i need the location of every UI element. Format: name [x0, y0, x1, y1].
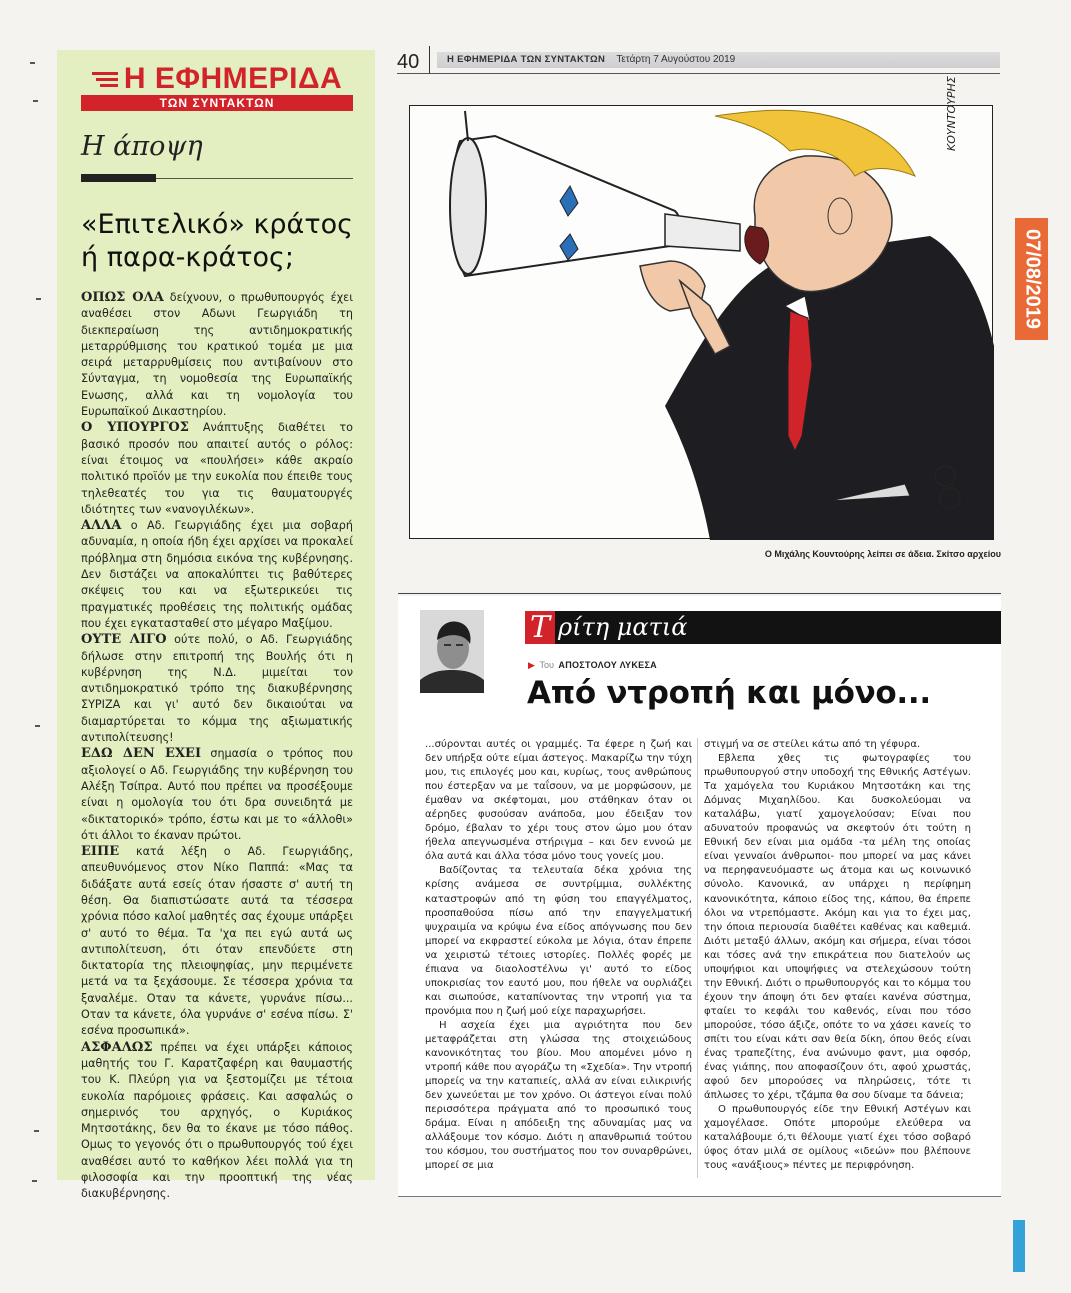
feature-top-rule: [398, 593, 1001, 594]
cartoon-drawing: [410, 76, 994, 540]
section-title: Η άποψη: [81, 131, 203, 162]
byline-arrow-icon: ▶: [528, 660, 535, 670]
page-number: 40: [397, 51, 420, 73]
column-name: ρίτη ματιά: [558, 613, 688, 641]
cartoon-caption: Ο Μιχάλης Κουντούρης λείπει σε άδεια. Σκίτσο αρχείου: [764, 549, 1001, 559]
column-name-bar: [525, 611, 1001, 644]
opinion-paragraph: [81, 518, 353, 632]
byline: [528, 660, 657, 671]
paragraph-lead: Ο ΥΠΟΥΡΓΟΣ: [81, 420, 189, 436]
cartoon: [409, 76, 993, 539]
paragraph-text: σημασία ο τρόπος που αξιολογεί ο Αδ. Γεωργιάδης την κυβέρνηση του Αλέξη Τσίπρα. Αυτό που πρέπει να προσέξουμε είναι η ομολογία του ότι δρα συνειδητά με «δικτατορικό» τρόπο, έστω και με το «άλλοθι» ότι άλλοι το έκαναν πρώτοι.: [81, 747, 353, 842]
opinion-title: «Επιτελικό» κράτος ή παρα-κράτος;: [81, 209, 353, 273]
feature-text-column-1: [425, 738, 692, 1173]
opinion-paragraph: [81, 290, 353, 420]
logo-stripes-icon: [92, 69, 118, 90]
opinion-paragraph: [81, 1040, 353, 1203]
opinion-column: [57, 50, 375, 1201]
opinion-paragraph: [81, 632, 353, 746]
date-tab: [1015, 218, 1048, 340]
header-rule: [397, 73, 1000, 74]
paragraph-lead: ΕΔΩ ΔΕΝ ΕΧΕΙ: [81, 746, 202, 762]
header-date: Τετάρτη 7 Αυγούστου 2019: [616, 54, 736, 65]
running-header: [437, 52, 1000, 68]
opinion-paragraph: [81, 746, 353, 844]
masthead-logo: [81, 64, 353, 94]
feature-title: Από ντροπή και μόνο...: [527, 675, 931, 711]
opinion-paragraph: [81, 844, 353, 1040]
paragraph-lead: ΑΛΛΑ: [81, 518, 122, 534]
feature-bottom-rule: [398, 1196, 1001, 1197]
paragraph-lead: ΟΥΤΕ ΛΙΓΟ: [81, 632, 167, 648]
section-rule: [81, 174, 353, 182]
opinion-paragraph: [81, 420, 353, 518]
feature-paragraph: στιγμή να σε στείλει κάτω από τη γέφυρα.: [704, 739, 921, 750]
opinion-body: [81, 290, 353, 1203]
header-paper-name: Η ΕΦΗΜΕΡΙΔΑ ΤΩΝ ΣΥΝΤΑΚΤΩΝ: [447, 54, 606, 65]
paragraph-text: ο Αδ. Γεωργιάδης έχει μια σοβαρή αδυναμία, η οποία ήδη έχει αρχίσει να προκαλεί πρόβλημα στη δημόσια εικόνα της κυβέρνησης. Δεν διστάζει να αποκαλύπτει τις βαθύτερες σκέψεις του και να εξωτερικεύει τις πραγματικές προθέσεις της πολιτικής ομάδας που έχει εγκατασταθεί στο μέγαρο Μαξίμου.: [81, 519, 353, 630]
byline-prefix: Του: [539, 660, 554, 670]
feature-paragraph: Εβλεπα χθες τις φωτογραφίες του πρωθυπουργού στην υποδοχή της Εθνικής Αστέγων. Τα χαμόγελα του Κυριάκου Μητσοτάκη και της Δόμνας Μιχαηλίδου. Και δυσκολεύομαι να καταλάβω, γιατί χαμογελούσαν; Είναι που αδυνατούν προφανώς να σκεφτούν ότι τούτη η Εθνική δεν είναι μια ομάδα -τα μέλη της οποίας είναι γενναίοι άνθρωποι- που μπορεί να μας κάνει να περηφανευόμαστε ως άτομα και ως κοινωνικό σύνολο. Κανονικά, αν υπάρχει η περίφημη κανονικότητα, κάποιο είδος της, κάπου, θα έπρεπε όλοι να ντρεπόμαστε. Ακόμη και για το έχει μας, την όποια περιουσία διαθέτει καθένας και καθεμιά. Διότι μεταξύ άλλων, ακόμη και σήμερα, είναι τόσοι και τόσες ανά την επικράτεια που διατελούν ως υποψήφιοι και υποψήφιες να στελεχώσουν τούτη την Εθνική. Διότι ο πρωθυπουργός και το κόμμα του έχουν την άποψη ότι δεν φταίει κανένα σύστημα, φταίει το κεφάλι του καθενός, είναι που τόσο μπορούσε, τόσο άξιζε, οπότε το να χάσει κανείς το σπίτι του είναι κάτι σαν θεία δίκη, όπου θεός είναι ένας τραπεζίτης, ένα ανώνυμο φαντ, μια οφσόρ, ένας γιάπης, που αποφασίζουν ότι, αφού χρωστάς, αφού δεν μπορούσες να πληρώσεις, τότε τι άπλωσες το χέρι, τζάμπα θα σου δίναμε τα δάνεια;: [704, 753, 971, 1102]
paragraph-lead: ΕΙΠΕ: [81, 844, 120, 860]
column-name-initial: Τ: [525, 611, 555, 644]
author-photo: [420, 610, 484, 693]
date-tab-label: 07/08/2019: [1021, 228, 1043, 330]
feature-text-column-2: [704, 738, 971, 1173]
paragraph-text: Ανάπτυξης διαθέτει το βασικό προσόν που απαιτεί αυτός ο ρόλος: είναι έτοιμος να «πουλήσει» κάθε ακραίο πολιτικό προϊόν με την ευκολία που έπειθε τους τηλεθεατές του για τις θαυματουργές ιδιότητες των «νανογιλέκων».: [81, 421, 353, 516]
feature-paragraph: Βαδίζοντας τα τελευταία δέκα χρόνια της κρίσης ανάμεσα σε συντρίμμια, συλλέκτης καταστροφών από τη φύση του επαγγέλματος, προσπαθούσα πίσω από την επαγγελματική ψυχραιμία να κρύψω ένα είδος απόγνωσης που δεν μπορεί να εκφραστεί εύκολα με λόγια, όταν έπρεπε να χειριστώ τέτοιες ιστορίες. Πολλές φορές με έπιανα να διαολοστέλνω γι' αυτό το είδος υποκρισίας τον εαυτό μου, που ήθελε να ουρλιάζει και σιωπούσε, καταπίνοντας την ντροπή για τα προνόμια που η ζωή μού είχε παραχωρήσει.: [425, 865, 692, 1017]
edge-marker: [1013, 1220, 1025, 1272]
paragraph-text: πρέπει να έχει υπάρξει κάποιος μαθητής του Γ. Καρατζαφέρη και θαυμαστής του Κ. Πλεύρη για να ξεστομίζει με τέτοια ευκολία παρόμοιες φράσεις. Και ασφαλώς ο σημερινός του αρχηγός, ο Κυριάκος Μητσοτάκης, δεν θα το έκανε με τόσο πάθος. Ομως το γεγονός ότι ο πρωθυπουργός τού έχει αναθέσει αυτό το καθήκον λέει πολλά για τη φιλοσοφία και την προοπτική της νέας διακυβέρνησης.: [81, 1040, 353, 1201]
logo-subtitle: ΤΩΝ ΣΥΝΤΑΚΤΩΝ: [81, 95, 353, 111]
byline-author: ΑΠΟΣΤΟΛΟΥ ΛΥΚΕΣΑ: [558, 660, 657, 670]
header-divider: [429, 46, 430, 74]
column-divider: [697, 738, 698, 1178]
paragraph-text: ούτε πολύ, ο Αδ. Γεωργιάδης δήλωσε στην επιτροπή της Βουλής ότι η κυβέρνηση της Ν.Δ. μιμείται τον αντιδημοκρατικό τρόπο της διακυβέρνησης ΣΥΡΙΖΑ και γι' αυτό δεν δικαιούται να διαμαρτύρεται το κόμμα της αξιωματικής αντιπολίτευσης!: [81, 633, 354, 745]
cartoon-signature: ΚΟΥΝΤΟΥΡΗΣ: [945, 76, 958, 151]
logo-text: Η ΕΦΗΜΕΡΙΔΑ: [123, 62, 343, 95]
paragraph-lead: ΑΣΦΑΛΩΣ: [81, 1039, 153, 1055]
paragraph-text: κατά λέξη ο Αδ. Γεωργιάδης, απευθυνόμενος στον Νίκο Παππά: «Μας τα διδάξατε αυτά εσείς όταν ήσαστε σ' αυτή τη θέση. Θα διαπιστώσατε αυτά τα τέσσερα χρόνια πόσο καλοί μαθητές σας έχουμε υπάρξει σ' αυτό το θέμα. Τα 'χα πει εγώ αυτά ως αντιπολίτευση, ότι όταν επενδύετε στη δικτατορία της πλειοψηφίας, μην περιμένετε μετά να τα ξεχάσουμε. Σε τέσσερα χρόνια τα ξαναλέμε. Οταν τα κάνετε, γυρνάνε πίσω... Οταν τα κάνετε, όλα γυρνάνε σ' εσένα πίσω. Σ' εσένα προσωπικά».: [81, 845, 353, 1038]
feature-paragraph: ...σύρονται αυτές οι γραμμές. Τα έφερε η ζωή και δεν υπήρξα ούτε είμαι άστεγος. Μακαρίζω την τύχη μου, τις επιλογές μου και, κυρίως, τους ανθρώπους που έστερξαν να με ταΐσουν, να με μορφώσουν, με έμαθαν να σκέφτομαι, μου στάθηκαν όταν οι αέρηδες φυσούσαν ανάποδα, μου έδειξαν τον δρόμο, έβαλαν το χέρι τους στον ώμο μου όταν ήθελα απεγνωσμένα στήριγμα – και δεν εννοώ με όλα αυτά και άλλα τόσα μόνο τους γονείς μου.: [425, 739, 692, 863]
paragraph-lead: ΟΠΩΣ ΟΛΑ: [81, 290, 164, 305]
feature-paragraph: Η ασχεία έχει μια αγριότητα που δεν μεταφράζεται στη γλώσσα της στοιχειώδους κανονικότητας του βίου. Μου απομένει μόνο η ντροπή κάθε που αγοράζω τη «Σχεδία». Την ντροπή μπορείς να την καταπιείς, αλλά αν είναι ειλικρινής δεν χωνεύεται με τον χρόνο. Οι άστεγοι είναι πολύ περισσότερα πράγματα από το προσωπικό τους δράμα. Είναι η απόδειξη της αδυναμίας μας να αλλάξουμε τον κόσμο. Διότι η απανθρωπιά τούτου του κόσμου, του συστήματος που τον συναρθρώνει, μπορεί σε μια: [425, 1019, 692, 1172]
paragraph-text: δείχνουν, ο πρωθυπουργός έχει αναθέσει στον Αδωνι Γεωργιάδη τη διεκπεραίωση της αντιδημοκρατικής μεταρρύθμισης του κρατικού τομέα με μια σειρά μεταρρυθμίσεις που αντιβαίνουν στο Σύνταγμα, τη νομοθεσία της Ευρωπαϊκής Ενωσης, αλλά και τη νομολογία του Ευρωπαϊκού Δικαστηρίου.: [81, 291, 353, 419]
feature-paragraph: Ο πρωθυπουργός είδε την Εθνική Αστέγων και χαμογέλασε. Οπότε μπορούμε ελεύθερα να καταλάβουμε ό,τι θέλουμε γιατί έχει τόσο σοβαρό ύφος όταν μιλά σε ομίλους «ιδεών» που βλέπουνε τους «ανάξιους» πέντες με περιφρόνηση.: [704, 1104, 971, 1172]
